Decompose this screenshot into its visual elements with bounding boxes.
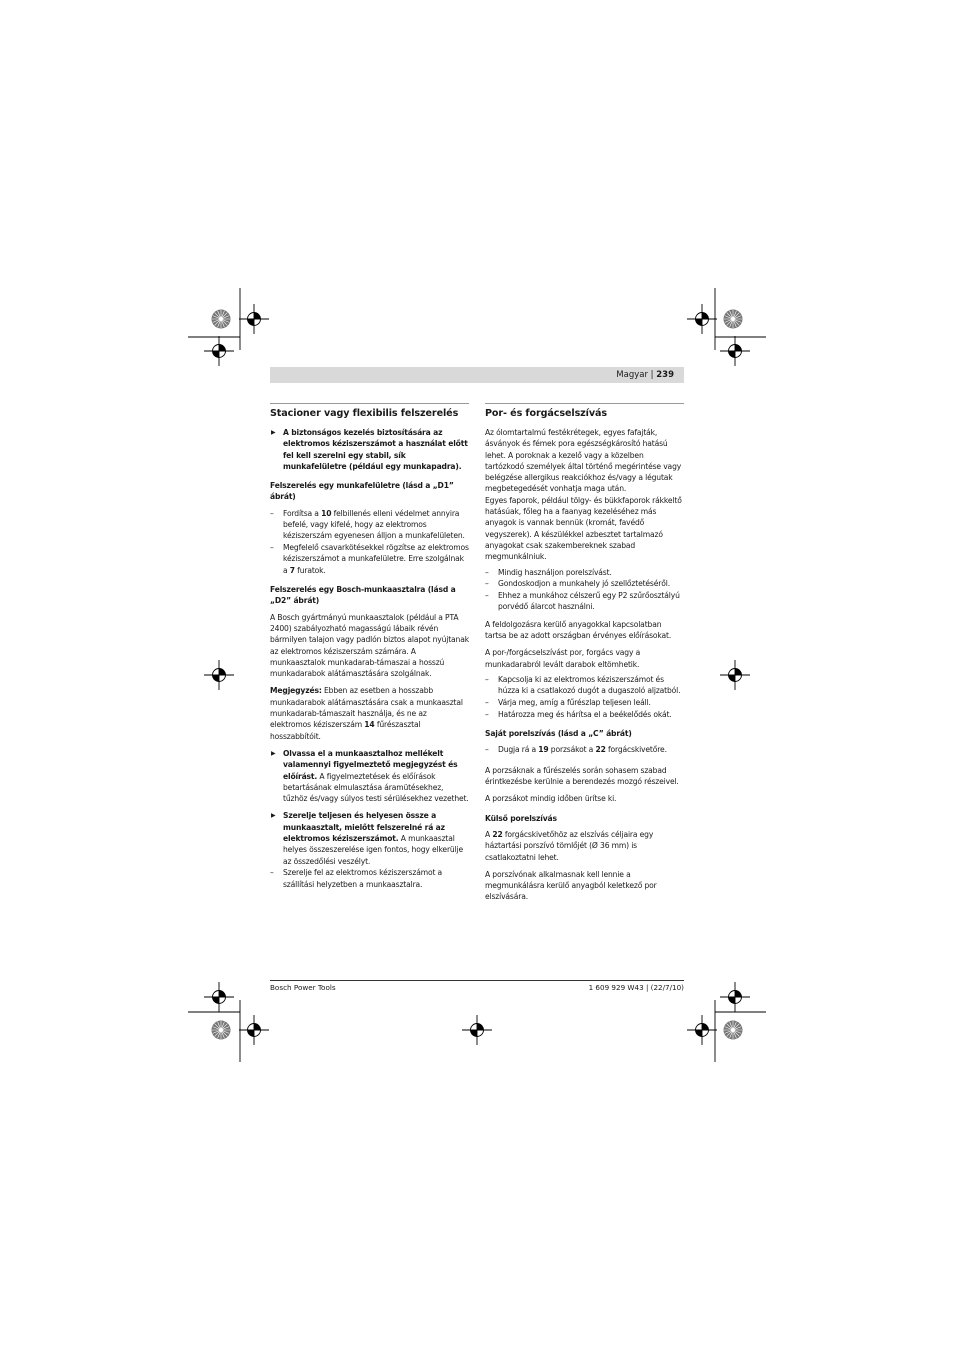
subheading-work-surface: Felszerelés egy munkafelületre (lásd a „D1” ábrát) <box>270 481 454 502</box>
footer-doc-number: 1 609 929 W43 | (22/7/10) <box>588 983 684 992</box>
column-rule <box>270 403 469 404</box>
dash-marker: – <box>485 674 489 684</box>
subheading-external-dust-extraction: Külső porelszívás <box>485 813 557 823</box>
dash-marker: – <box>485 709 489 719</box>
list-item: – Ehhez a munkához célszerű egy P2 szűrőosztályú porvédő álarcot használni. <box>485 591 680 612</box>
column-rule <box>485 403 684 404</box>
dash-marker: – <box>485 567 489 577</box>
paragraph: A feldolgozásra kerülő anyagokkal kapcsolatban tartsa be az adott országban érvényes előírásokat. <box>485 619 672 641</box>
left-column <box>270 403 469 896</box>
header-text: Magyar | 239 <box>616 370 674 380</box>
right-column <box>485 403 684 909</box>
work-surface-list <box>270 508 469 576</box>
dash-marker: – <box>270 868 274 878</box>
paragraph: A porszívónak alkalmasnak kell lennie a megmunkálásra kerülő anyagból keletkező por elszívására. <box>485 869 657 902</box>
page-number: 239 <box>656 370 674 380</box>
warning-item: ▶ Szerelje teljesen és helyesen össze a munkaasztalt, mielőtt felszerelné rá az elektromos kéziszerszámot. A munkaasztal helyes összeszerelése igen fontos, hogy elkerülje az összedőlési veszélyt. <box>271 811 464 866</box>
dash-marker: – <box>270 508 274 518</box>
paragraph: A porzsáknak a fűrészelés során sohasem szabad érintkezésbe kerülnie a berendezés mozgó részeivel. <box>485 765 679 787</box>
bullet-arrow-icon: ▶ <box>271 749 276 757</box>
paragraph: Egyes faporok, például tölgy- és bükkfaporok rákkeltő hatásúak, főleg ha a faanyag kezeléséhez más anyagok is vannak bennük (kromát, favédő vegyszerek). A készülékkel azbesztet tartalmazó anyagokat csak szakembereknek szabad megmunkálniuk. <box>485 495 682 562</box>
section-title-dust-extraction: Por- és forgácselszívás <box>485 408 607 419</box>
list-item: – Dugja rá a 19 porzsákot a 22 forgácskivetőre. <box>485 745 667 755</box>
note-paragraph: Megjegyzés: Ebben az esetben a hosszabb munkadarabok alátámasztására csak a munkaasztal munkadarab-támaszait használja, és ne az elektromos kéziszerszám 14 fűrészasztal hosszabbítóit. <box>270 686 463 741</box>
dust-bag-list <box>485 744 684 755</box>
paragraph: A 22 forgácskivetőhöz az elszívás céljaira egy háztartási porszívó tömlőjét (Ø 36 mm) is csatlakoztatni lehet. <box>485 829 654 862</box>
header-language: Magyar <box>616 370 648 380</box>
list-item: – Határozza meg és hárítsa el a beékelődés okát. <box>485 709 672 719</box>
list-item: – Kapcsolja ki az elektromos kéziszerszámot és húzza ki a csatlakozó dugót a dugaszoló aljzatból. <box>485 674 681 696</box>
list-item: – Megfelelő csavarkötésekkel rögzítse az elektromos kéziszerszámot a munkafelületre. Erre szolgálnak a 7 furatok. <box>270 543 469 575</box>
list-item: – Szerelje fel az elektromos kéziszerszámot a szállítási helyzetben a munkaasztalra. <box>270 868 443 889</box>
warning-item <box>270 427 469 472</box>
paragraph: A por-/forgácselszívást por, forgács vagy a munkadarabról levált darabok eltömhetik. <box>485 648 641 669</box>
dash-marker: – <box>485 579 489 589</box>
warning-item: ▶ Olvassa el a munkaasztalhoz mellékelt valamennyi figyelmeztető megjegyzést és előírást. A figyelmeztetések és előírások betartásának elmulasztása áramütésekhez, tűzhöz és/vagy súlyos testi sérülésekhez vezethet. <box>271 748 469 804</box>
paragraph: Az ólomtartalmú festékrétegek, egyes fafajták, ásványok és fémek pora egészségkárosító hatású lehet. A poroknak a kezelő vagy a közelben tartózkodó személyek által történő megérintése vagy belégzése allergikus reakciókhoz és/vagy a légutak megbetegedését vonhatja maga után. <box>485 428 682 494</box>
warning-text: A biztonságos kezelés biztosítására az elektromos kéziszerszámot a használat előtt fel kell szerelni egy stabil, sík munkafelületre (például egy munkapadra). <box>283 428 468 471</box>
list-item: – Fordítsa a 10 felbillenés elleni védelmet annyira befelé, vagy kifelé, hogy az elektromos kéziszerszám egyenesen álljon a munkafelületen. <box>270 508 465 541</box>
dust-list <box>485 567 684 613</box>
footer-brand: Bosch Power Tools <box>270 983 336 992</box>
dash-marker: – <box>270 543 274 553</box>
page-header <box>270 367 684 383</box>
table-warning-list <box>270 748 469 890</box>
bullet-arrow-icon: ▶ <box>271 812 276 820</box>
bullet-arrow-icon: ▶ <box>271 429 276 436</box>
page-footer <box>270 980 684 992</box>
list-item: – Mindig használjon porelszívást. <box>485 567 612 577</box>
paragraph: A porzsákot mindig időben ürítse ki. <box>485 794 617 804</box>
blockage-list <box>485 674 684 720</box>
section-title-mounting: Stacioner vagy flexibilis felszerelés <box>270 408 459 419</box>
subheading-own-dust-extraction: Saját porelszívás (lásd a „C” ábrát) <box>485 729 632 739</box>
intro-warning-list <box>270 427 469 472</box>
subheading-bosch-table: Felszerelés egy Bosch-munkaasztalra (lásd a „D2” ábrát) <box>270 585 456 606</box>
list-item: – Gondoskodjon a munkahely jó szellőztetéséről. <box>485 579 670 589</box>
paragraph: A Bosch gyártmányú munkaasztalok (például a PTA 2400) szabályozható magasságú lábaik révén bármilyen talajon vagy padlón biztos alapot nyújtanak az elektromos kéziszerszám számára. A munkaasztalok munkadarab-támaszai a hosszú munkadarabok alátámasztására szolgálnak. <box>270 612 469 679</box>
list-item: – Várja meg, amíg a fűrészlap teljesen leáll. <box>485 698 651 708</box>
dash-marker: – <box>485 745 489 755</box>
dash-marker: – <box>485 698 489 708</box>
dash-marker: – <box>485 591 489 601</box>
